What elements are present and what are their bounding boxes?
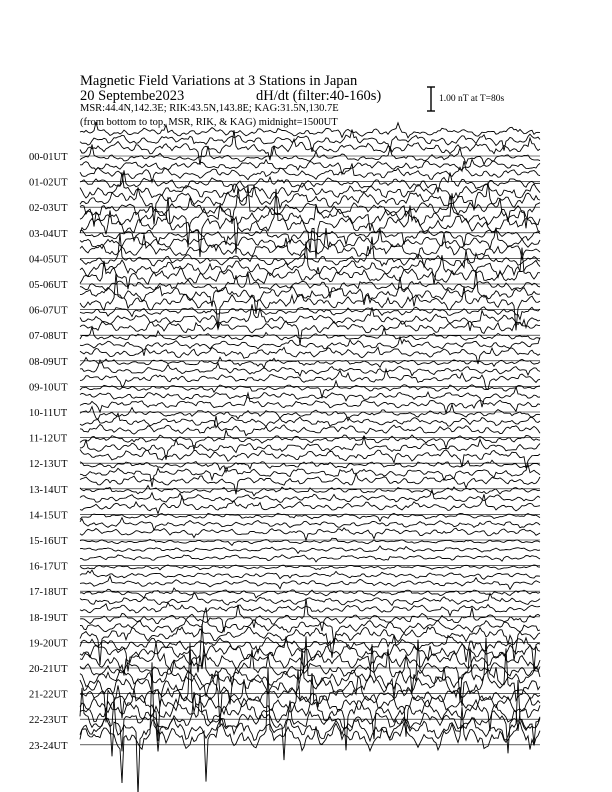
hour-label: 16-17UT [29, 561, 68, 573]
hour-label: 20-21UT [29, 664, 68, 675]
scale-bar-icon [427, 87, 435, 111]
trace-RIK [80, 413, 540, 427]
chart-title: Magnetic Field Variations at 3 Stations in Japan [80, 73, 358, 89]
trace-KAG [80, 405, 540, 421]
station-coordinates: MSR:44.4N,142.3E; RIK:43.5N,143.8E; KAG:31.5N,130.7E [80, 103, 339, 114]
hour-row-16-17UT [29, 538, 540, 572]
hour-label: 21-22UT [29, 689, 68, 701]
trace-MSR [80, 474, 540, 495]
hour-label: 06-07UT [29, 305, 68, 317]
scale-label: 1.00 nT at T=80s [439, 94, 505, 104]
trace-KAG [80, 538, 540, 545]
trace-RIK [80, 490, 540, 503]
hour-label: 08-09UT [29, 356, 68, 368]
hour-row-23-24UT [29, 662, 540, 792]
hour-label: 07-08UT [29, 331, 68, 343]
trace-RIK [80, 172, 540, 198]
trace-MSR [80, 416, 540, 436]
hour-row-21-22UT [29, 636, 540, 726]
trace-RIK [80, 337, 540, 356]
hour-label: 04-05UT [29, 254, 68, 266]
hour-label: 05-06UT [29, 280, 68, 291]
station-order-note: (from bottom to top, MSR, RIK, & KAG) midnight=1500UT [80, 117, 338, 128]
trace-MSR [80, 130, 540, 165]
trace-RIK [80, 518, 540, 531]
trace-KAG [80, 122, 540, 138]
hour-label: 00-01UT [29, 152, 68, 163]
hour-row-03-04UT [29, 186, 540, 258]
hour-label: 03-04UT [29, 228, 68, 240]
hour-row-13-14UT [29, 460, 540, 496]
hour-label: 22-23UT [29, 715, 68, 727]
trace-KAG [80, 273, 540, 298]
hour-label: 17-18UT [29, 587, 68, 599]
parameter-label: dH/dt (filter:40-160s) [256, 88, 382, 104]
trace-rows [29, 122, 540, 792]
trace-RIK [80, 592, 540, 605]
trace-RIK [80, 360, 540, 376]
hour-row-18-19UT [29, 588, 540, 624]
hour-label: 12-13UT [29, 459, 68, 471]
date-label: 20 Septembe2023 [80, 88, 185, 104]
hour-label: 09-10UT [29, 382, 68, 394]
hour-label: 19-20UT [29, 638, 68, 650]
hour-label: 14-15UT [29, 510, 68, 522]
trace-MSR [80, 528, 540, 540]
hour-label: 23-24UT [29, 740, 68, 752]
trace-KAG [80, 486, 540, 496]
trace-RIK [80, 465, 540, 487]
hour-label: 13-14UT [29, 484, 68, 496]
trace-RIK [80, 387, 540, 407]
trace-RIK [80, 546, 540, 553]
hour-label: 01-02UT [29, 177, 68, 189]
hour-label: 10-11UT [29, 408, 68, 419]
trace-KAG [80, 430, 540, 450]
trace-KAG [80, 460, 540, 472]
hour-row-19-20UT [29, 599, 540, 665]
hour-label: 15-16UT [29, 536, 68, 547]
trace-RIK [80, 570, 540, 579]
trace-KAG [80, 599, 540, 633]
trace-RIK [80, 270, 540, 314]
trace-MSR [80, 189, 540, 258]
trace-KAG [80, 357, 540, 368]
trace-KAG [80, 588, 540, 598]
trace-RIK [80, 636, 540, 698]
hour-label: 11-12UT [29, 433, 68, 445]
hour-label: 18-19UT [29, 612, 68, 624]
trace-MSR [80, 576, 540, 589]
trace-MSR [80, 555, 540, 562]
hour-label: 02-03UT [29, 203, 68, 215]
